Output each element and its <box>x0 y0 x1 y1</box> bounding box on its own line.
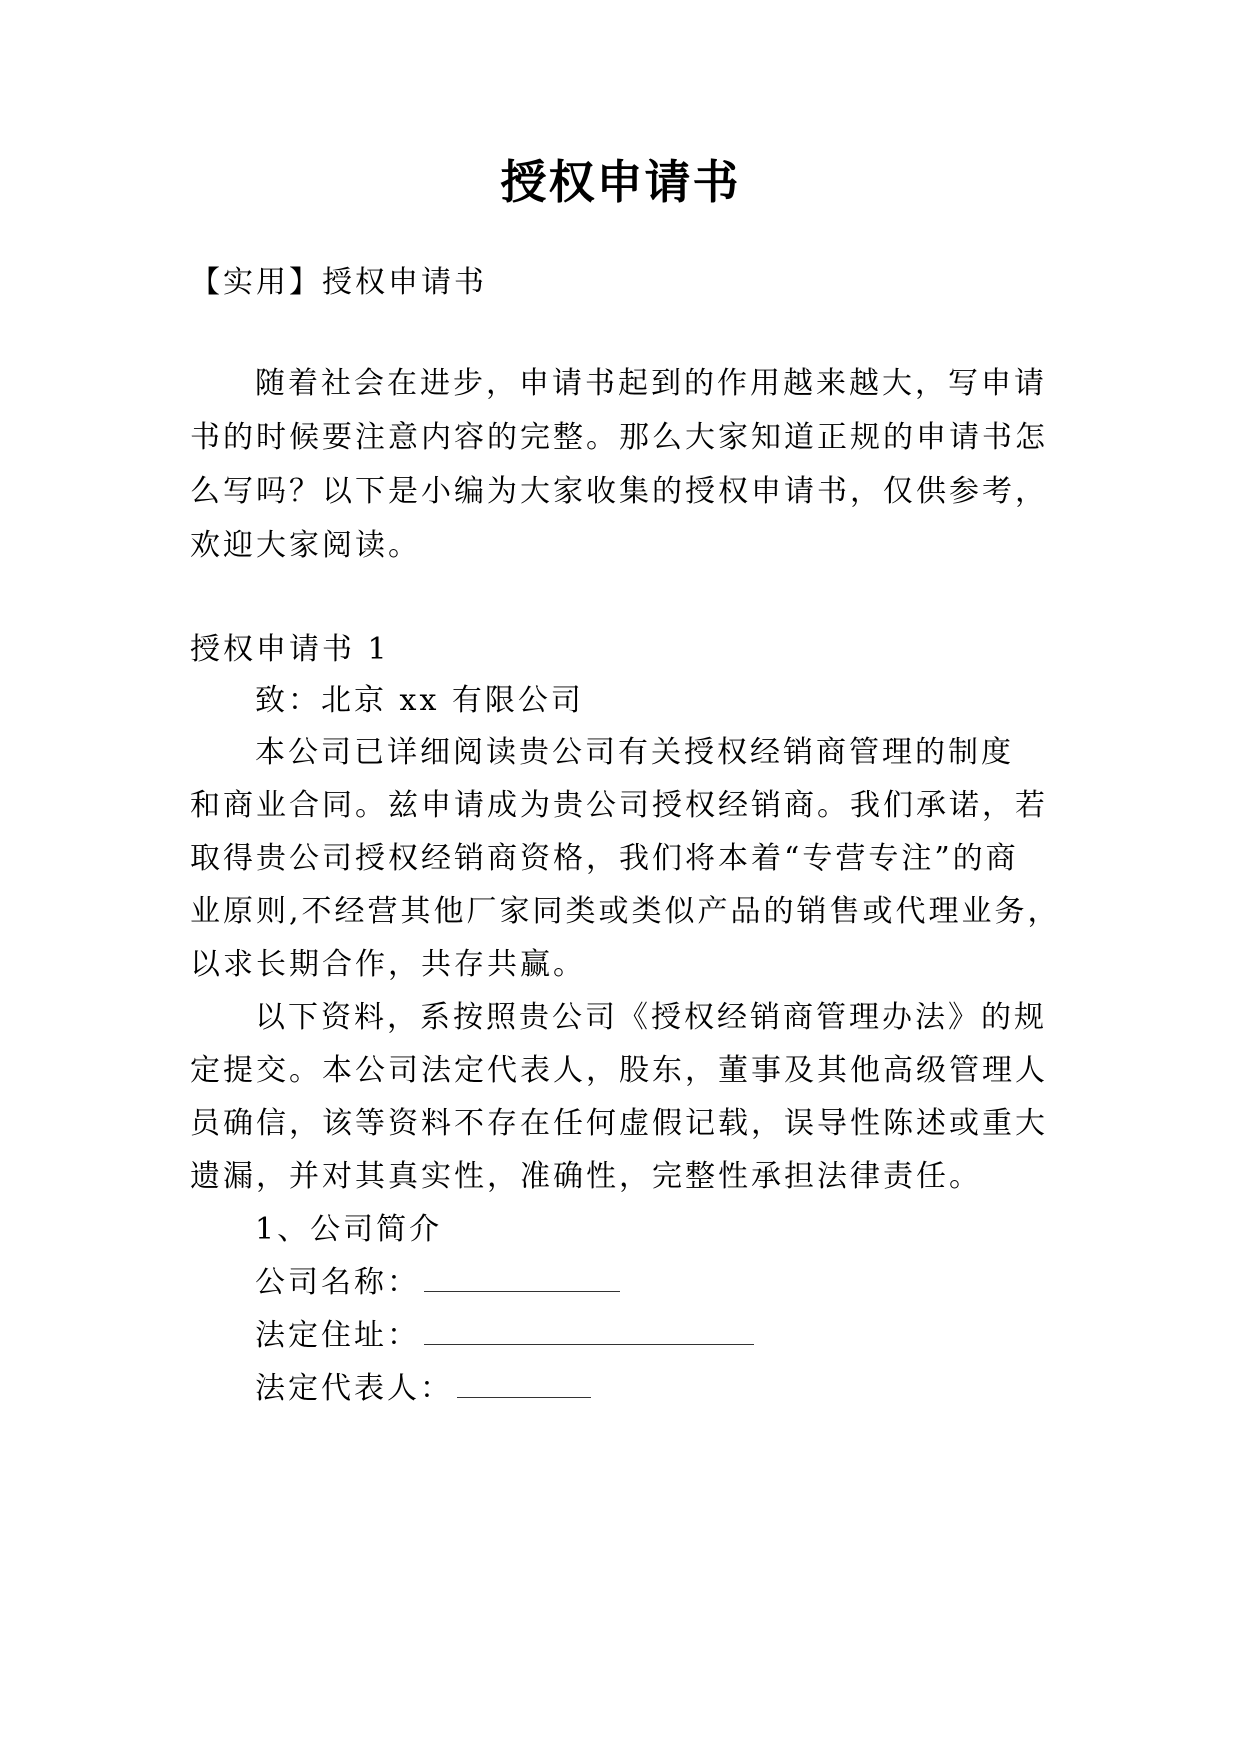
intro-line: 随着社会在进步，申请书起到的作用越来越大，写申请 <box>255 366 1047 401</box>
company-name-blank[interactable] <box>424 1265 620 1292</box>
legal-representative-blank[interactable] <box>457 1371 591 1398</box>
addressee: 致：北京 xx 有限公司 <box>255 683 584 718</box>
paragraph-line: 取得贵公司授权经销商资格，我们将本着“专营专注”的商 <box>190 841 1019 876</box>
paragraph-line: 员确信，该等资料不存在任何虚假记载，误导性陈述或重大 <box>190 1106 1048 1141</box>
intro-line: 么写吗？以下是小编为大家收集的授权申请书，仅供参考， <box>190 474 1048 509</box>
legal-address-blank[interactable] <box>424 1318 754 1345</box>
item-heading: 1、公司简介 <box>255 1212 443 1247</box>
document-subtitle: 【实用】授权申请书 <box>190 265 487 300</box>
paragraph-line: 业原则,不经营其他厂家同类或类似产品的销售或代理业务， <box>190 894 1061 929</box>
form-field-legal-address <box>255 1316 754 1356</box>
paragraph-line: 和商业合同。兹申请成为贵公司授权经销商。我们承诺，若 <box>190 788 1048 823</box>
paragraph-line: 以求长期合作，共存共赢。 <box>190 947 586 982</box>
paragraph-line: 以下资料，系按照贵公司《授权经销商管理办法》的规 <box>255 1000 1047 1035</box>
intro-line: 书的时候要注意内容的完整。那么大家知道正规的申请书怎 <box>190 420 1048 455</box>
paragraph-line: 遗漏，并对其真实性，准确性，完整性承担法律责任。 <box>190 1159 982 1194</box>
document-title: 授权申请书 <box>500 155 741 209</box>
form-field-company-name <box>255 1263 620 1303</box>
field-label: 法定代表人： <box>255 1371 453 1406</box>
form-field-legal-representative <box>255 1369 591 1409</box>
intro-line: 欢迎大家阅读。 <box>190 528 421 563</box>
paragraph-line: 本公司已详细阅读贵公司有关授权经销商管理的制度 <box>255 735 1014 770</box>
paragraph-line: 定提交。本公司法定代表人，股东，董事及其他高级管理人 <box>190 1053 1048 1088</box>
field-label: 法定住址： <box>255 1318 420 1353</box>
section-heading: 授权申请书 1 <box>190 632 390 667</box>
field-label: 公司名称： <box>255 1265 420 1300</box>
